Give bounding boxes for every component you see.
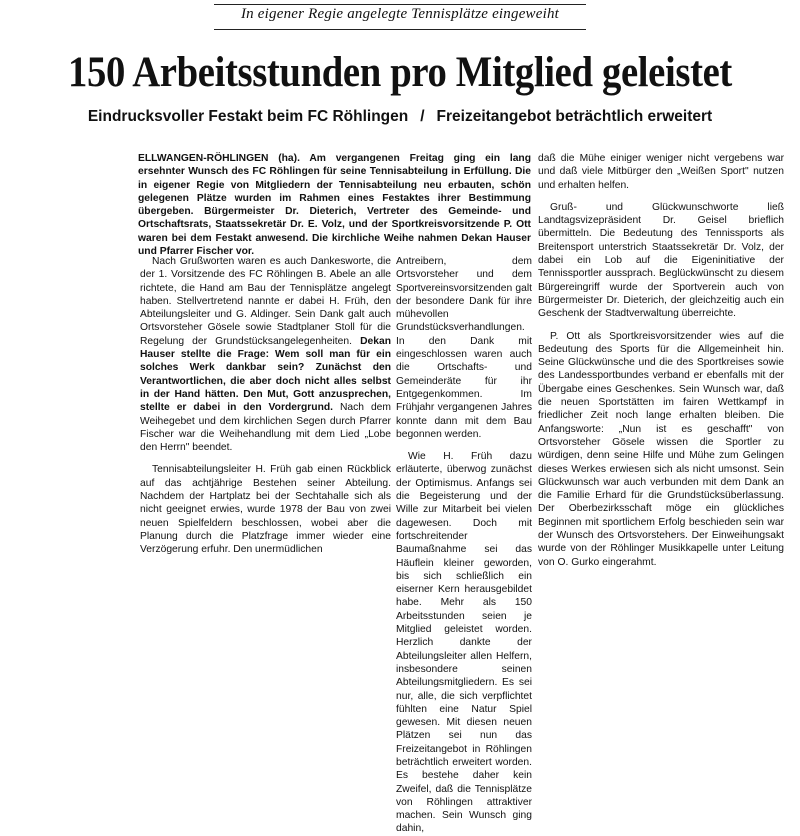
col3-paragraph-1: daß die Mühe einiger weniger nicht vergebens war und daß viele Mitbürger den „Weißen Sport" nutzen und erhalten helfen. — [538, 153, 784, 191]
subhead — [0, 107, 800, 127]
col3-paragraph-2: Gruß- und Glückwunschworte ließ Landtagsvizepräsident Dr. Geisel brieflich übermitteln. Die Bedeutung des Tennissports als Breitensport unterstrich Staatssekretär Dr. Volz, der dabei ein Lob auf die Eigeninitiative der Tennissportler aussprach. Beglückwünscht zu diesem Bürgereingriff wurde der Sportverein auch von Bürgermeister Dr. Dieterich, der gleichzeitig auch ein Geschenk der Stadtverwaltung überreichte. — [538, 201, 784, 320]
headline: 150 Arbeitsstunden pro Mitglied geleistet — [68, 49, 732, 96]
col2-paragraph-2: Wie H. Früh dazu erläuterte, überwog zunächst der Optimismus. Anfangs sei die Begeisterung und der Wille zur Mitarbeit bei vielen dagewesen. Doch mit fortschreitender Baumaßnahme sei das Häuflein kleiner geworden, bis sich schließlich ein eiserner Kern herausgebildet habe. Mehr als 150 Arbeitsstunden seien je Mitglied geleistet worden. Herzlich dankte der Abteilungsleiter allen Helfern, insbesondere seinen Abteilungsmitgliedern. Es sei nur, alle, die sich verpflichtet fühlten eine Natur Spiel gewesen. Mit diesen neuen Plätzen sei nun das Freizeitangebot in Röhlingen beträchtlich erweitert worden. Es bestehe daher kein Zweifel, daß die Tennisplätze von Röhlingen attraktiver machen. Sein Wunsch ging dahin, — [396, 451, 532, 835]
column-2-body — [396, 255, 532, 835]
kicker-rule-bottom — [214, 29, 586, 30]
lead-paragraph — [138, 152, 531, 258]
column-3 — [538, 152, 784, 578]
col2-paragraph-1: Antreibern, dem Ortsvorsteher und dem Sportvereinsvorsitzenden galt der besondere Dank für ihre mühevollen Grundstücksverhandlungen. In den Dank mit eingeschlossen waren auch die Ortschafts- und Gemeinderäte für ihr Entgegenkommen. Im Frühjahr vergangenen Jahres konnte dann mit dem Bau begonnen werden. — [396, 256, 532, 440]
col1-p1-bold: Dekan Hauser stellte die Frage: Wem soll man für ein solches Werk dankbar sein? Zunächst den Verantwortlichen, die aber doch nicht alles selbst in der Hand hätten. Den Mut, Gott anzusprechen, stellte er dabei in den Vordergrund. — [140, 335, 391, 414]
lead-text: Am vergangenen Freitag ging ein lang ersehnter Wunsch des FC Röhlingen für seine Tennisabteilung in Erfüllung. Die in eigener Regie von Mitgliedern der Tennisabteilung neu erbauten, schön gelegenen Plätze wurden im Rahmen eines Festaktes ihrer Bestimmung übergeben. Bürgermeister Dr. Dieterich, Vertreter des Gemeinde- und Ortschaftsrats, Staatssekretär Dr. E. Volz, und der Sportkreisvorsitzende P. Ott waren bei dem Festakt anwesend. Die kirchliche Weihe nahmen Dekan Hauser und Pfarrer Fischer vor. — [138, 153, 531, 258]
kicker: In eigener Regie angelegte Tennisplätze eingeweiht — [240, 6, 560, 22]
col1-paragraph-2: Tennisabteilungsleiter H. Früh gab einen Rückblick auf das achtjährige Bestehen seiner Abteilung. Nachdem der Hartplatz bei der Sechtahalle sich als nicht geeignet erwies, wurde 1978 der Bau von zwei neuen Spielfeldern beschlossen, wobei aber die Planung durch die Platzfrage immer wieder eine Verzögerung erfuhr. Den unermüdlichen — [140, 464, 391, 556]
col1-p1-tail: Nach dem Weihegebet und dem kirchlichen Segen durch Pfarrer Fischer war die Weihehandlung mit dem Lied „Lobe den Herrn" beendet. — [140, 402, 391, 454]
col3-paragraph-3: P. Ott als Sportkreisvorsitzender wies auf die Bedeutung des Sports für die Allgemeinheit hin. Seine Glückwünsche und die des Sportkreises sowie des Landessportbundes verband er ebenfalls mit der Übergabe eines Geschenkes. Sein Wunsch war, daß die neuen Sportstätten im fairen Wettkampf in friedlicher Zeit noch lange erhalten bleiben. Die Anfangsworte: „Nun ist es geschafft" von Ortsvorsteher Gösele wissen die Sportler zu würdigen, denn seine Hilfe und Mühe zum Gelingen dieses Werkes erwiesen sich als nicht umsonst. Sein Glückwunsch war auch verbunden mit dem Dank an die Familie Erhard für die Grundstücksüberlassung. Der Oberbezirksschaft möge ein glückliches Beginnen mit sportlichem Erfolg beschieden sein war der Wunsch des Ortsvorstehers. Der Einweihungsakt wurde von der Röhlinger Musikkapelle unter Leitung von O. Gurko eingerahmt. — [538, 330, 784, 568]
subhead-separator: / — [420, 108, 425, 125]
col1-p1-normal: Nach Grußworten waren es auch Dankesworte, die der 1. Vorsitzende des FC Röhlingen B. Abele an alle richtete, die Hand am Bau der Tennisplätze angelegt haben. Stellvertretend nannte er dabei H. Früh, den Abteilungsleiter und G. Aldinger. Sein Dank galt auch Ortsvorsteher Gösele sowie Stadtplaner Stoll für die Regelung der Grundstücksangelegenheiten. — [140, 256, 391, 347]
dateline: ELLWANGEN-RÖHLINGEN (ha). — [138, 153, 300, 164]
col1-paragraph-1 — [140, 255, 391, 454]
column-1 — [140, 255, 391, 578]
subhead-right: Freizeitangebot beträchtlich erweitert — [436, 108, 713, 125]
kicker-rule-top — [214, 4, 586, 5]
subhead-left: Eindrucksvoller Festakt beim FC Röhlingen — [87, 108, 409, 125]
